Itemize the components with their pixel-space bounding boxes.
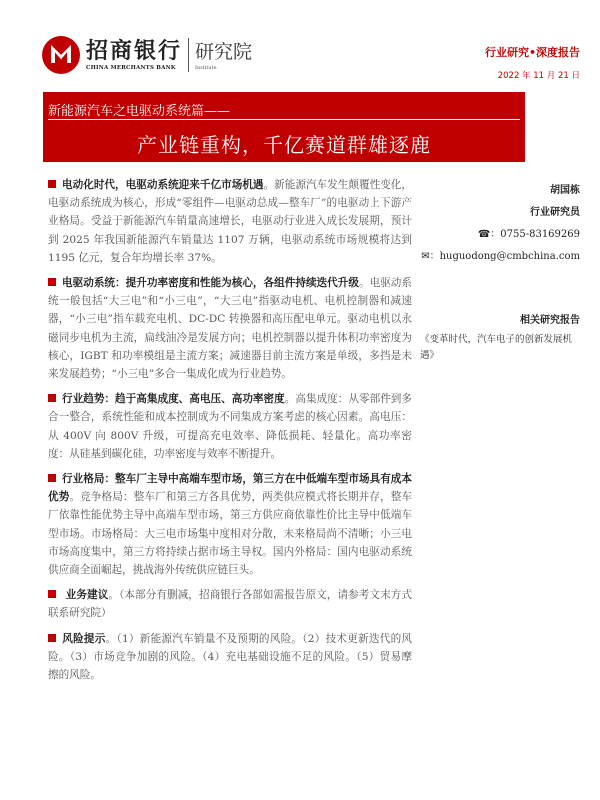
author-email[interactable]: ✉：huguodong@cmbchina.com [421, 251, 580, 262]
bullet-square-icon [48, 394, 56, 402]
related-reports-heading: 相关研究报告 [520, 315, 580, 326]
bullet-square-icon [48, 278, 56, 286]
author-info [420, 180, 580, 268]
summary-paragraph [48, 176, 412, 267]
bullet-square-icon [48, 474, 56, 482]
paragraph-heading: 行业趋势：趋于高集成度、高电压、高功率密度 [62, 393, 285, 406]
cmb-logo-icon [42, 36, 80, 74]
report-title: 产业链重构，千亿赛道群雄逐鹿 [137, 133, 431, 157]
summary-paragraph [48, 470, 412, 579]
summary-paragraph [48, 274, 412, 383]
paragraph-text: 。（1）新能源汽车销量不及预期的风险。（2）技术更新迭代的风险。（3）市场竞争加剧的风险。（4）充电基础设施不足的风险。（5）贸易摩擦的风险。 [48, 632, 412, 682]
paragraph-heading: 电动化时代，电驱动系统迎来千亿市场机遇 [62, 179, 264, 191]
institute-name: 研究院 [195, 41, 253, 63]
summary-paragraph [48, 630, 412, 685]
summary-body [48, 176, 412, 691]
bank-name-cn: 招商银行 [86, 39, 183, 64]
paragraph-text: 。竞争格局：整车厂和第三方各具优势，两类供应模式将长期并存，整车厂依靠性能优势主导中高端车型市场，第三方供应商依靠性价比主导中低端车型市场。市场格局：大三电市场集中度相对分散，未来格局尚不清晰；小三电市场高度集中，第三方将持续占据市场主导权。国内外格局：国内电驱动系统供应商全面崛起，挑战海外传统供应链巨头。 [48, 491, 413, 577]
summary-paragraph [48, 390, 412, 463]
banner-divider [48, 119, 520, 120]
related-heading-wrap [420, 310, 580, 332]
bullet-square-icon [48, 590, 56, 598]
paragraph-heading: 风险提示 [62, 632, 106, 645]
paragraph-text: 。高集成度：从零部件到多合一整合，系统性能和成本控制成为不同集成方案考虑的核心因素。高电压：从 400V 向 800V 升级，可提高充电效率、降低损耗、轻量化。高功率密度：从硅基到碳化硅，功率密度与效率不断提升。 [48, 393, 413, 460]
summary-paragraph [48, 586, 412, 622]
author-phone: ☎：0755-83169269 [477, 229, 580, 240]
paragraph-heading: 业务建议 [62, 589, 109, 602]
paragraph-heading: 行业格局：整车厂主导中高端车型市场，第三方在中低端车型市场具有成本优势 [48, 473, 412, 504]
bullet-square-icon [48, 634, 56, 642]
bank-name-en: CHINA MERCHANTS BANK [86, 65, 176, 71]
paragraph-text: 。（本部分有删减，招商银行各部如需报告原文，请参考文末方式联系研究院） [48, 589, 412, 620]
author-title: 行业研究员 [530, 207, 580, 218]
bank-logo [42, 36, 252, 74]
report-subtitle: 新能源汽车之电驱动系统篇—— [48, 104, 231, 119]
title-banner [43, 92, 525, 162]
bullet-square-icon [48, 180, 56, 188]
report-date: 2022 年 11 月 21 日 [497, 71, 580, 81]
paragraph-text: 。新能源汽车发生颠覆性变化，电驱动系统成为核心，形成“零组件—电驱动总成—整车厂”的电驱动上下游产业格局。受益于新能源汽车销量高速增长，电驱动行业进入成长发展期，预计到 2025 年我国新能源汽车销量达 1107 万辆，电驱动系统市场规模将达到 1195 亿元，复合年均增长率 37%。 [48, 179, 413, 264]
logo-divider [188, 38, 189, 72]
report-type: 行业研究•深度报告 [484, 46, 580, 59]
paragraph-heading: 电驱动系统：提升功率密度和性能为核心，各组件持续迭代升级 [62, 277, 359, 290]
author-name: 胡国栋 [550, 185, 580, 196]
related-report-item[interactable]: 《变革时代，汽车电子的创新发展机遇》 [420, 334, 573, 361]
institute-name-en: Institute [195, 65, 217, 71]
paragraph-text: 。电驱动系统一般包括“大三电”和“小三电”，“大三电”指驱动电机、电机控制器和减速器，“小三电”指车载充电机、DC-DC 转换器和高压配电单元。驱动电机以永磁同步电机为主流，扁线油冷是发展方向；电机控制器以提升体积功率密度为核心，IGBT 和功率模组是主流方案；减速器目前主流方案是单级，多挡是未来发展趋势；“小三电”多合一集成化成为行业趋势。 [48, 277, 413, 381]
